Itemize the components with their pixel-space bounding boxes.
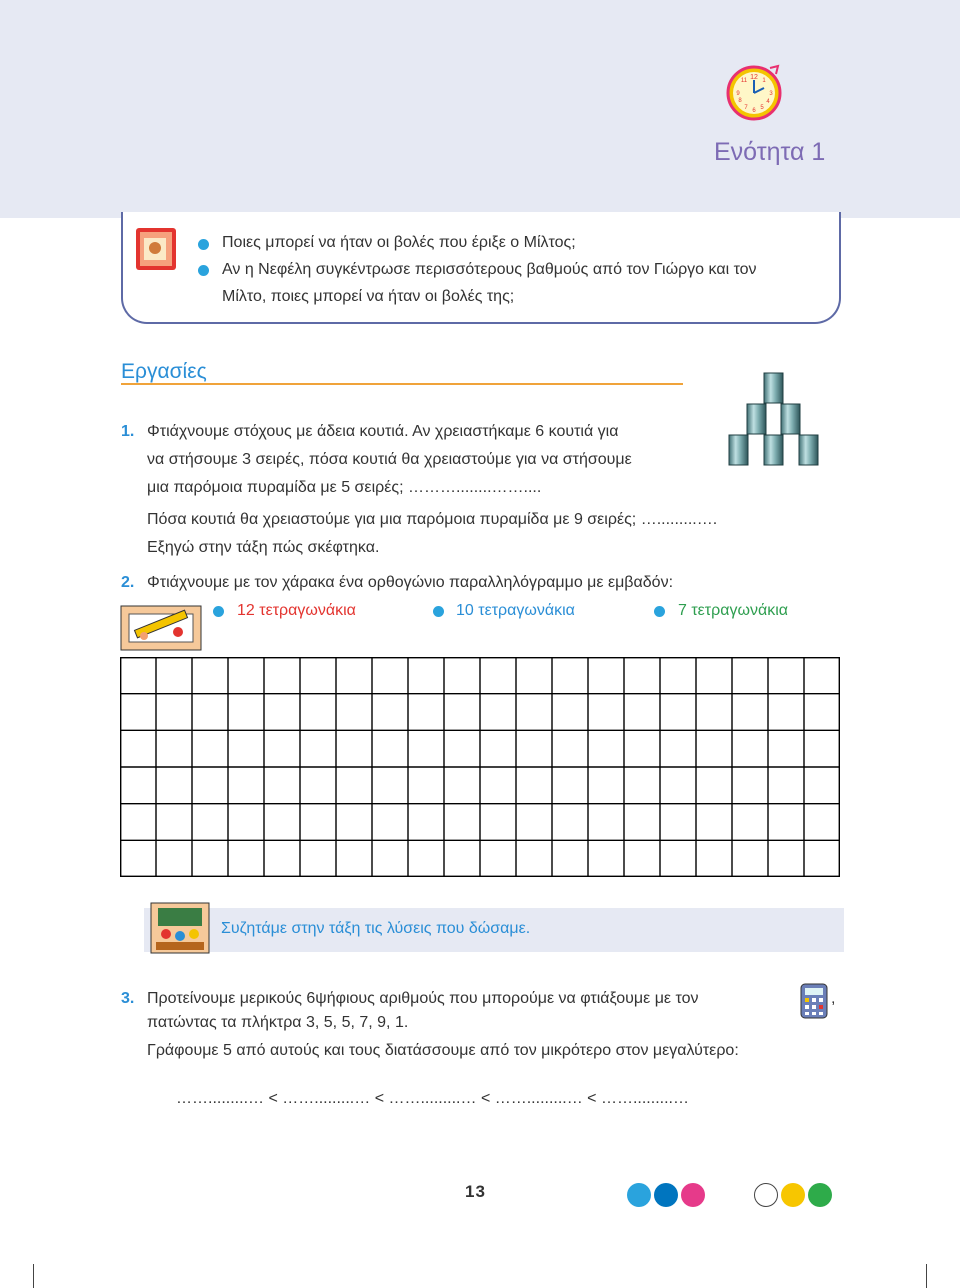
section-underline [121,383,683,385]
ruler-image [120,602,202,652]
task3-comma: , [831,990,836,1007]
option-10: 10 τετραγωνάκια [456,602,575,619]
color-dot-light-blue [627,1183,651,1207]
task2-text: Φτιάχνουμε με τον χάρακα ένα ορθογώνιο παραλληλόγραμμο με εμβαδόν: [147,574,674,591]
bullet-dot [433,606,444,617]
crop-mark [33,1264,34,1288]
header-band [0,0,960,218]
color-dot-blue [654,1183,678,1207]
task1-line: μια παρόμοια πυραμίδα με 5 σειρές; ………........…….... [147,479,542,496]
task1-line: να στήσουμε 3 σειρές, πόσα κουτιά θα χρειαστούμε για να στήσουμε [147,451,632,468]
can-pyramid-image [723,372,843,468]
crop-mark [926,1264,927,1288]
color-dot-yellow [781,1183,805,1207]
task2-number: 2. [121,574,135,591]
task1-line: Φτιάχνουμε στόχους με άδεια κουτιά. Αν χρειαστήκαμε 6 κουτιά για [147,423,619,440]
task1-number: 1. [121,423,135,440]
svg-text:4: 4 [766,99,770,105]
svg-text:7: 7 [744,105,748,111]
svg-text:3: 3 [769,91,773,97]
color-dot-green [808,1183,832,1207]
svg-text:12: 12 [750,74,758,81]
task1-line: Πόσα κουτιά θα χρειαστούμε για μια παρόμοια πυραμίδα με 9 σειρές; ….........…. [147,511,718,528]
task3-line: Γράφουμε 5 από αυτούς και τους διατάσσουμε από τον μικρότερο στον μεγαλύτερο: [147,1042,739,1059]
answer-blanks[interactable]: …….........… < …….........… < …….........… < …….........… < …….........… [176,1090,689,1107]
discussion-text: Συζητάμε στην τάξη τις λύσεις που δώσαμε. [221,920,531,937]
clock-icon [724,62,784,122]
bullet-dot [198,239,209,250]
intro-line: Αν η Νεφέλη συγκέντρωσε περισσότερους βαθμούς από τον Γιώργο και τον [222,261,757,278]
color-dot-pink [681,1183,705,1207]
bullet-dot [654,606,665,617]
svg-text:1: 1 [762,78,766,84]
option-7: 7 τετραγωνάκια [678,602,789,619]
svg-text:5: 5 [760,105,764,111]
color-dot-white [754,1183,778,1207]
task3-line: πατώντας τα πλήκτρα 3, 5, 5, 7, 9, 1. [147,1014,409,1031]
square-grid[interactable] [120,657,840,877]
option-12: 12 τετραγωνάκια [237,602,356,619]
page-number: 13 [465,1182,486,1201]
bullet-dot [198,265,209,276]
task3-number: 3. [121,990,135,1007]
calculator-icon [800,983,828,1019]
book-icon [134,226,178,272]
unit-title: Ενότητα 1 [714,138,826,166]
svg-text:9: 9 [736,91,740,97]
task3-line: Προτείνουμε μερικούς 6ψήφιους αριθμούς που μπορούμε να φτιάξουμε με τον [147,990,699,1007]
classroom-image [150,902,210,954]
svg-text:11: 11 [740,78,748,84]
svg-text:8: 8 [738,98,742,104]
section-title: Εργασίες [121,360,207,383]
task1-line: Εξηγώ στην τάξη πώς σκέφτηκα. [147,539,380,556]
svg-text:6: 6 [752,108,756,114]
bullet-dot [213,606,224,617]
intro-line: Ποιες μπορεί να ήταν οι βολές που έριξε ο Μίλτος; [222,234,576,251]
intro-line: Μίλτο, ποιες μπορεί να ήταν οι βολές της; [222,288,515,305]
